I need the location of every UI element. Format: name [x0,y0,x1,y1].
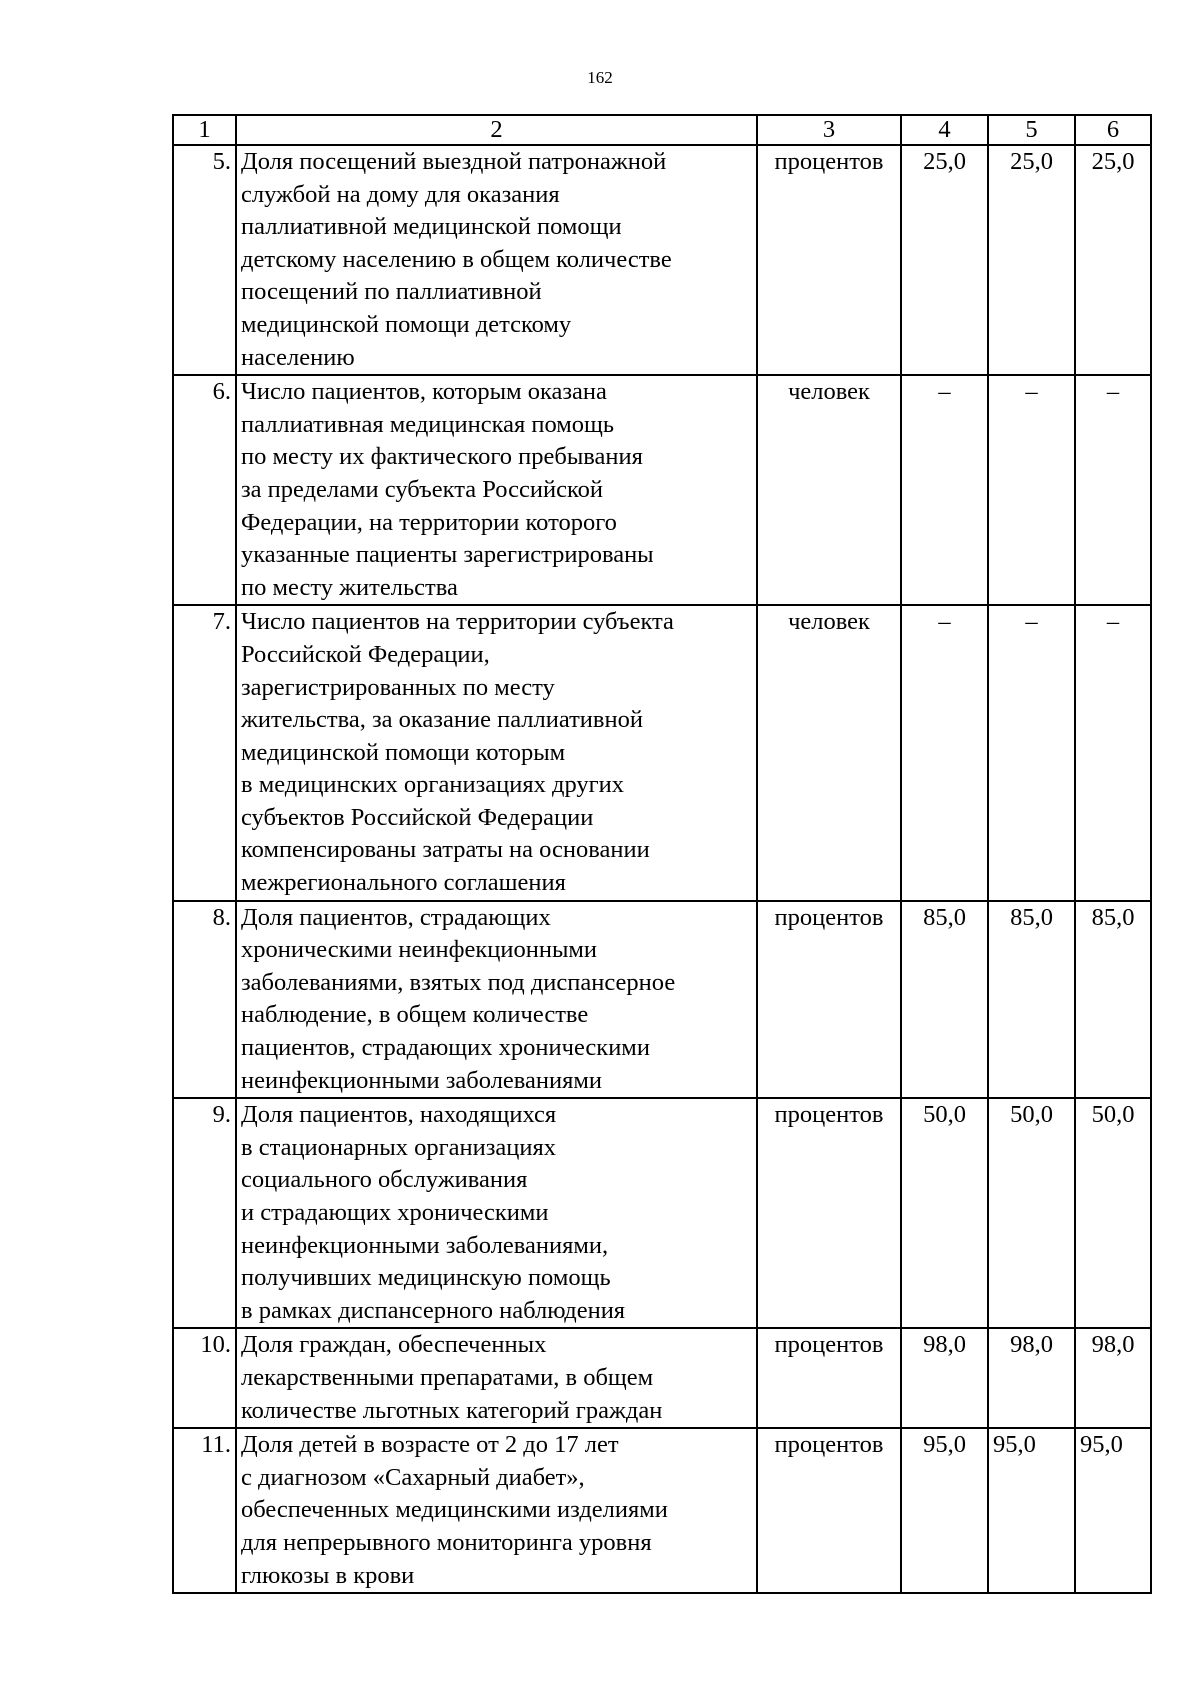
row-number: 11. [173,1428,236,1593]
indicator-line: субъектов Российской Федерации [241,803,594,831]
indicator-name [236,145,757,375]
indicator-line: межрегионального соглашения [241,869,566,897]
value-cell-4: – [901,605,988,900]
indicator-line: пациентов, страдающих хроническими [241,1034,650,1062]
table-row [173,1098,1151,1328]
value-cell-4: 95,0 [901,1428,988,1593]
indicator-line: указанные пациенты зарегистрированы [241,541,654,569]
table-row [173,375,1151,605]
value-cell-5: 95,0 [988,1428,1075,1593]
value-cell-6: 25,0 [1075,145,1151,375]
indicator-line: Федерации, на территории которого [241,508,617,536]
indicator-line: по месту их фактического пребывания [241,443,643,471]
indicator-line: наблюдение, в общем количестве [241,1001,589,1029]
indicator-name [236,375,757,605]
indicator-line: в стационарных организациях [241,1133,557,1161]
page-number: 162 [587,68,613,87]
value-cell-6: – [1075,605,1151,900]
indicator-name [236,1328,757,1428]
indicator-line: жительства, за оказание паллиативной [241,706,643,734]
header-cell: 2 [236,115,757,145]
indicator-line: социального обслуживания [241,1166,528,1194]
indicator-line: для непрерывного мониторинга уровня [241,1528,652,1556]
indicator-line: хроническими неинфекционными [241,936,598,964]
indicator-line: Российской Федерации, [241,640,490,668]
indicator-line: получивших медицинскую помощь [241,1264,611,1292]
row-number: 6. [173,375,236,605]
indicator-line: обеспеченных медицинскими изделиями [241,1496,668,1524]
unit-cell: процентов [757,1428,901,1593]
value-cell-5: – [988,605,1075,900]
value-cell-4: 85,0 [901,901,988,1099]
indicator-line: неинфекционными заболеваниями [241,1066,603,1094]
indicator-line: заболеваниями, взятых под диспансерное [241,968,676,996]
indicator-line: и страдающих хроническими [241,1199,549,1226]
indicator-name [236,605,757,900]
unit-cell: процентов [757,145,901,375]
indicator-name [236,901,757,1099]
indicator-line: службой на дому для оказания [241,180,560,208]
indicator-line: зарегистрированных по месту [241,673,555,701]
value-cell-4: 98,0 [901,1328,988,1428]
indicator-name [236,1428,757,1593]
indicator-line: Число пациентов на территории субъекта [241,608,674,636]
indicator-name [236,1098,757,1328]
indicator-line: медицинской помощи детскому [241,310,572,338]
indicator-line: количестве льготных категорий граждан [241,1396,663,1424]
indicator-line: Доля пациентов, страдающих [241,903,551,931]
header-cell: 6 [1075,115,1151,145]
unit-cell: процентов [757,901,901,1099]
table-row [173,1328,1151,1428]
value-cell-6: 50,0 [1075,1098,1151,1328]
value-cell-5: 98,0 [988,1328,1075,1428]
header-cell: 5 [988,115,1075,145]
value-cell-6: 98,0 [1075,1328,1151,1428]
indicator-line: неинфекционными заболеваниями, [241,1231,609,1259]
row-number: 5. [173,145,236,375]
header-cell: 1 [173,115,236,145]
value-cell-6: 85,0 [1075,901,1151,1099]
indicator-line: посещений по паллиативной [241,278,542,306]
indicator-line: паллиативная медицинская помощь [241,410,615,438]
indicator-line: в медицинских организациях других [241,771,625,799]
value-cell-5: 50,0 [988,1098,1075,1328]
indicator-line: Число пациентов, которым оказана [241,378,607,406]
indicator-line: компенсированы затраты на основании [241,836,650,864]
header-cell: 3 [757,115,901,145]
indicator-line: паллиативной медицинской помощи [241,213,622,241]
value-cell-4: 25,0 [901,145,988,375]
indicator-line: Доля детей в возрасте от 2 до 17 лет [241,1431,619,1459]
row-number: 7. [173,605,236,900]
indicators-table [172,114,1152,1594]
value-cell-5: 25,0 [988,145,1075,375]
indicator-line: по месту жительства [241,573,458,601]
table-header-row [173,115,1151,145]
table-row [173,1428,1151,1593]
row-number: 10. [173,1328,236,1428]
indicator-line: с диагнозом «Сахарный диабет», [241,1463,585,1491]
indicator-line: Доля пациентов, находящихся [241,1101,557,1129]
indicator-line: в рамках диспансерного наблюдения [241,1296,626,1324]
value-cell-6: – [1075,375,1151,605]
value-cell-6: 95,0 [1075,1428,1151,1593]
unit-cell: человек [757,375,901,605]
indicator-line: глюкозы в крови [241,1561,415,1589]
indicator-line: Доля посещений выездной патронажной [241,148,667,175]
indicator-line: лекарственными препаратами, в общем [241,1363,654,1391]
unit-cell: процентов [757,1328,901,1428]
row-number: 8. [173,901,236,1099]
table-row [173,605,1151,900]
indicator-line: Доля граждан, обеспеченных [241,1331,547,1359]
unit-cell: процентов [757,1098,901,1328]
value-cell-4: 50,0 [901,1098,988,1328]
value-cell-5: 85,0 [988,901,1075,1099]
table-row [173,901,1151,1099]
unit-cell: человек [757,605,901,900]
indicator-line: населению [241,343,355,371]
indicator-line: медицинской помощи которым [241,738,566,766]
value-cell-4: – [901,375,988,605]
value-cell-5: – [988,375,1075,605]
table-row [173,145,1151,375]
header-cell: 4 [901,115,988,145]
indicator-line: за пределами субъекта Российской [241,475,603,503]
indicator-line: детскому населению в общем количестве [241,245,672,273]
row-number: 9. [173,1098,236,1328]
